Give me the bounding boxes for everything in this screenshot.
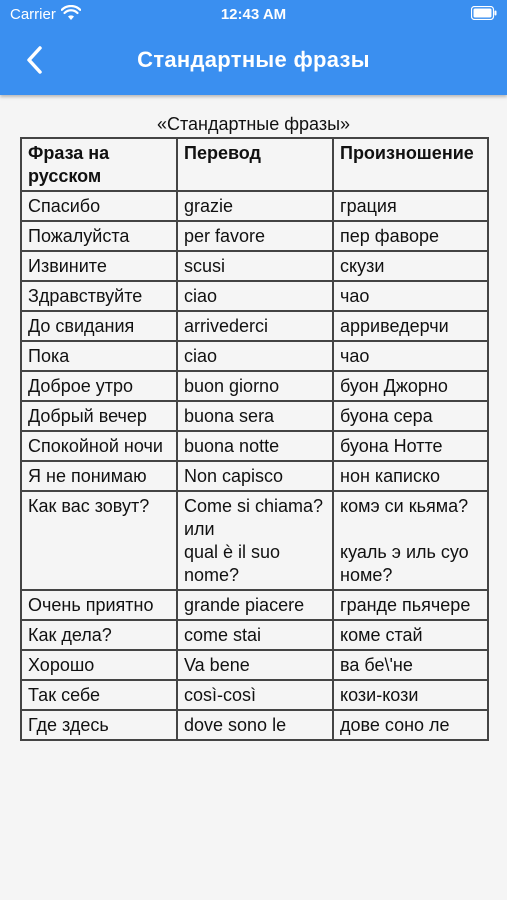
table-row: [21, 461, 488, 491]
translation-cell: [177, 431, 333, 461]
pronunciation-cell: [333, 311, 488, 341]
translation-text: come stai: [184, 625, 262, 645]
pronunciation-text: коме стай: [340, 625, 423, 645]
pronunciation-text: буона Нотте: [340, 436, 443, 456]
pronunciation-text: гранде пьячере: [340, 595, 471, 615]
column-header-russian: Фраза на русском: [21, 138, 177, 191]
pronunciation-cell: [333, 281, 488, 311]
russian-phrase-cell: [21, 620, 177, 650]
translation-text: grazie: [184, 196, 234, 216]
translation-cell: [177, 341, 333, 371]
pronunciation-cell: [333, 650, 488, 680]
app-bar: [0, 0, 507, 95]
table-row: [21, 620, 488, 650]
translation-cell: [177, 710, 333, 740]
russian-phrase-text: Я не понимаю: [28, 466, 147, 486]
column-header-translation: Перевод: [177, 138, 333, 191]
table-row: [21, 590, 488, 620]
russian-phrase-cell: [21, 650, 177, 680]
translation-cell: [177, 251, 333, 281]
pronunciation-text: скузи: [340, 256, 385, 276]
translation-text: buona notte: [184, 436, 280, 456]
translation-cell: [177, 371, 333, 401]
pronunciation-text: арриведерчи: [340, 316, 449, 336]
page-title: Стандартные фразы: [137, 47, 370, 72]
pronunciation-cell: [333, 461, 488, 491]
pronunciation-text: чао: [340, 286, 370, 306]
pronunciation-text: пер фаворе: [340, 226, 439, 246]
pronunciation-text: ва бе\'не: [340, 655, 413, 675]
translation-cell: [177, 491, 333, 590]
table-row: [21, 221, 488, 251]
status-bar: [0, 0, 507, 30]
table-row: [21, 311, 488, 341]
pronunciation-cell: [333, 341, 488, 371]
pronunciation-cell: [333, 620, 488, 650]
pronunciation-cell: [333, 710, 488, 740]
carrier-label: Carrier: [10, 6, 56, 23]
translation-cell: [177, 311, 333, 341]
russian-phrase-cell: [21, 590, 177, 620]
table-row: [21, 401, 488, 431]
translation-cell: [177, 680, 333, 710]
russian-phrase-cell: [21, 401, 177, 431]
pronunciation-text: дове соно ле: [340, 715, 450, 735]
russian-phrase-text: Как вас зовут?: [28, 496, 150, 516]
russian-phrase-cell: [21, 311, 177, 341]
pronunciation-text: грация: [340, 196, 397, 216]
translation-text: Va bene: [184, 655, 250, 675]
russian-phrase-cell: [21, 281, 177, 311]
russian-phrase-text: Здравствуйте: [28, 286, 143, 306]
translation-cell: [177, 401, 333, 431]
table-row: [21, 431, 488, 461]
translation-text: Non capisco: [184, 466, 284, 486]
russian-phrase-text: До свидания: [28, 316, 135, 336]
translation-text: arrivederci: [184, 316, 269, 336]
table-row: [21, 710, 488, 740]
pronunciation-cell: [333, 401, 488, 431]
russian-phrase-text: Добрый вечер: [28, 406, 147, 426]
pronunciation-cell: [333, 590, 488, 620]
table-row: [21, 281, 488, 311]
table-header-row: [21, 138, 488, 191]
translation-text: buona sera: [184, 406, 275, 426]
pronunciation-cell: [333, 191, 488, 221]
column-header-pronunciation: Произношение: [333, 138, 488, 191]
translation-cell: [177, 461, 333, 491]
table-row: [21, 680, 488, 710]
clock: 12:43 AM: [220, 6, 287, 23]
russian-phrase-cell: [21, 680, 177, 710]
russian-phrase-text: Где здесь: [28, 715, 109, 735]
pronunciation-text: буона сера: [340, 406, 433, 426]
russian-phrase-text: Доброе утро: [28, 376, 134, 396]
russian-phrase-text: Пожалуйста: [28, 226, 130, 246]
russian-phrase-text: Извините: [28, 256, 107, 276]
translation-cell: [177, 620, 333, 650]
translation-cell: [177, 281, 333, 311]
translation-text: ciao: [184, 346, 218, 366]
pronunciation-cell: [333, 251, 488, 281]
pronunciation-cell: [333, 680, 488, 710]
pronunciation-cell: [333, 371, 488, 401]
translation-text: grande piacere: [184, 595, 305, 615]
translation-cell: [177, 191, 333, 221]
translation-text: ciao: [184, 286, 218, 306]
pronunciation-text: чао: [340, 346, 370, 366]
table-row: [21, 491, 488, 590]
russian-phrase-text: Спокойной ночи: [28, 436, 163, 456]
battery-icon: [471, 6, 497, 20]
translation-text: per favore: [184, 226, 266, 246]
table-caption: «Стандартные фразы»: [156, 114, 351, 134]
russian-phrase-text: Хорошо: [28, 655, 95, 675]
table-row: [21, 650, 488, 680]
phrases-table: [20, 137, 489, 741]
translation-text: dove sono le: [184, 715, 287, 735]
russian-phrase-text: Спасибо: [28, 196, 101, 216]
table-row: [21, 371, 488, 401]
russian-phrase-cell: [21, 341, 177, 371]
pronunciation-text: буон Джорно: [340, 376, 448, 396]
russian-phrase-cell: [21, 191, 177, 221]
russian-phrase-cell: [21, 251, 177, 281]
russian-phrase-cell: [21, 221, 177, 251]
phrases-content[interactable]: [0, 95, 507, 900]
pronunciation-cell: [333, 431, 488, 461]
pronunciation-cell: [333, 491, 488, 590]
russian-phrase-text: Так себе: [28, 685, 100, 705]
translation-cell: [177, 221, 333, 251]
russian-phrase-cell: [21, 431, 177, 461]
russian-phrase-cell: [21, 710, 177, 740]
pronunciation-text: нон каписко: [340, 466, 441, 486]
table-row: [21, 191, 488, 221]
russian-phrase-cell: [21, 461, 177, 491]
table-row: [21, 251, 488, 281]
table-row: [21, 341, 488, 371]
translation-text: Come si chiama? или qual è il suo nome?: [184, 496, 324, 585]
russian-phrase-text: Очень приятно: [28, 595, 154, 615]
translation-text: scusi: [184, 256, 226, 276]
russian-phrase-cell: [21, 371, 177, 401]
translation-text: così-così: [184, 685, 257, 705]
pronunciation-cell: [333, 221, 488, 251]
translation-cell: [177, 590, 333, 620]
russian-phrase-cell: [21, 491, 177, 590]
russian-phrase-text: Пока: [28, 346, 70, 366]
pronunciation-text: кози-кози: [340, 685, 419, 705]
translation-text: buon giorno: [184, 376, 280, 396]
translation-cell: [177, 650, 333, 680]
pronunciation-text: комэ си кьяма? куаль э иль суо номе?: [340, 496, 469, 585]
russian-phrase-text: Как дела?: [28, 625, 112, 645]
